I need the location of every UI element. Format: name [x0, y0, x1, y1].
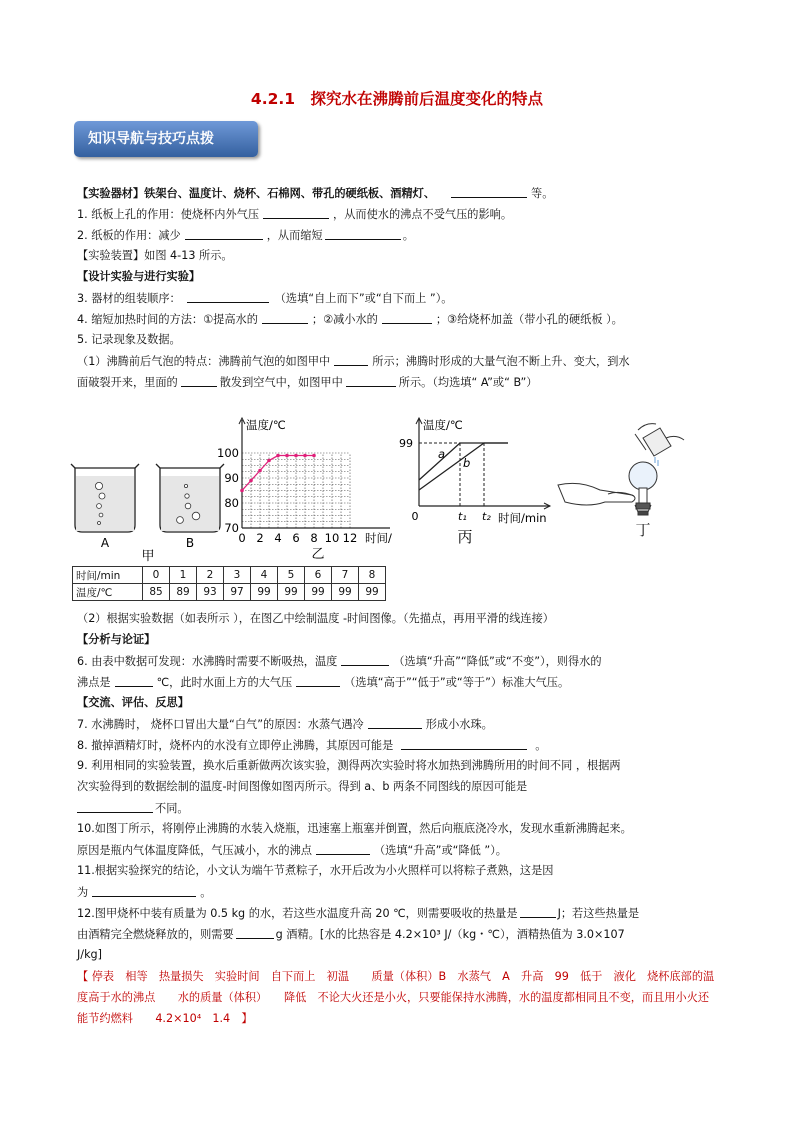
figure-jia-label: 甲 [141, 549, 155, 564]
data-point-6 [294, 454, 298, 458]
data-point-2 [258, 469, 262, 473]
line-q2: 2. 纸板的作用：减少 ，从而缩短 。 [77, 229, 414, 242]
beaker-a-label: A [100, 536, 110, 550]
pouring-beaker [643, 428, 671, 456]
table-header-temp: 温度/℃ [73, 584, 143, 601]
cell-time-4: 4 [251, 567, 278, 584]
cell-temp-4: 99 [251, 584, 278, 601]
cell-temp-8: 99 [359, 584, 386, 601]
cell-time-2: 2 [197, 567, 224, 584]
x-tick-8: 8 [310, 531, 318, 545]
figure-ding-label: 丁 [635, 521, 651, 539]
label-t1: t₁ [458, 510, 467, 523]
table-row-temp [73, 584, 386, 601]
line-q7: 7. 水沸腾时， 烧杯口冒出大量“白气”的原因：水蒸气遇冷 形成小水珠。 [77, 718, 493, 731]
beaker-b-label: B [185, 536, 195, 550]
line-q10: 10.如图丁所示，将刚停止沸腾的水装入烧瓶，迅速塞上瓶塞并倒置，然后向瓶底浇冷水，发现水重新沸腾起来。 [77, 822, 632, 835]
y-tick-90: 90 [224, 471, 239, 485]
figure-bing [399, 418, 550, 546]
line-review-heading: 【交流、评估、反思】 [77, 696, 189, 709]
data-point-1 [249, 479, 253, 483]
section-banner: 知识导航与技巧点拨 [74, 121, 258, 157]
cell-temp-6: 99 [305, 584, 332, 601]
line-q12: 12.图甲烧杯中装有质量为 0.5 kg 的水，若这些水温度升高 20 ℃，则需要吸收的热量是 J；若这些热量是 [77, 907, 640, 920]
y-axis-label: 温度/℃ [246, 418, 286, 432]
bing-99: 99 [399, 437, 413, 450]
cell-time-1: 1 [170, 567, 197, 584]
cell-time-0: 0 [143, 567, 170, 584]
x-tick-labels [238, 531, 357, 545]
line-q12b: 由酒精完全燃烧释放的，则需要 g 酒精。[水的比热容是 4.2×10³ J/（kg・℃），酒精热值为 3.0×107 [77, 928, 625, 941]
table-row-time [73, 567, 386, 584]
data-table [72, 566, 386, 601]
line-q4: 4. 缩短加热时间的方法：①提高水的 ；②减小水的 ；③给烧杯加盖（带小孔的硬纸板 ）。 [77, 313, 623, 326]
line-q11b: 为 。 [77, 886, 212, 899]
x-tick-2: 2 [256, 531, 264, 545]
cell-time-6: 6 [305, 567, 332, 584]
data-point-7 [303, 454, 307, 458]
answer-block: 【 停表 相等 热量损失 实验时间 自下而上 初温 质量（体积）B 水蒸气 A 升高 99 低于 液化 烧杯底部的温度高于水的沸点 水的质量（体积） 降低 不论大火还是小火，只要能保持水沸腾，水的温度都相同且不变，而且用小火还能节约燃料 4.2×10⁴ 1.4 】 [77, 970, 715, 1025]
x-tick-12: 12 [342, 531, 358, 545]
line-q9c: 不同。 [77, 801, 717, 816]
line-q5-2: （2）根据实验数据（如表所示 ），在图乙中绘制温度 -时间图像。（先描点，再用平滑的线连接） [77, 612, 554, 625]
data-point-8 [312, 454, 316, 458]
cell-temp-2: 93 [197, 584, 224, 601]
line-q8: 8. 撤掉酒精灯时，烧杯内的水没有立即停止沸腾，其原因可能是 。 [77, 739, 547, 752]
page-title: 4.2.1 探究水在沸腾前后温度变化的特点 [250, 90, 544, 108]
x-tick-0: 0 [238, 531, 246, 545]
chart-grid [242, 453, 350, 528]
line-q11: 11.根据实验探究的结论，小文认为端午节煮粽子，水开后改为小火照样可以将粽子煮熟，这是因 [77, 864, 554, 877]
table-header-time: 时间/min [73, 567, 143, 584]
line-apparatus: 【实验装置】如图 4-13 所示。 [77, 249, 233, 262]
cell-temp-1: 89 [170, 584, 197, 601]
line-q3: 3. 器材的组装顺序： （选填“自上而下”或“自下而上 ”）。 [77, 292, 453, 305]
line-q9: 9. 利用相同的实验装置，换水后重新做两次该实验，测得两次实验时将水加热到沸腾所用的时间不同 ，根据两 [77, 759, 621, 772]
cell-temp-5: 99 [278, 584, 305, 601]
line-q5-1: （1）沸腾前后气泡的特点：沸腾前气泡的如图甲中 所示；沸腾时形成的大量气泡不断上升、变大，到水 [77, 355, 630, 368]
y-tick-80: 80 [224, 496, 239, 510]
line-q10b: 原因是瓶内气体温度降低，气压减小，水的沸点 （选填“升高”或“降低 ”）。 [77, 844, 507, 857]
x-tick-10: 10 [324, 531, 340, 545]
bing-origin: 0 [411, 510, 419, 523]
line-q5-1b: 面破裂开来，里面的 散发到空气中，如图甲中 所示。（均选填“ A”或“ B”） [77, 376, 538, 389]
bing-x-label: 时间/min [498, 511, 547, 525]
figure-ding [558, 424, 684, 539]
line-q6: 6. 由表中数据可发现：水沸腾时需要不断吸热，温度 （选填“升高”“降低”或“不变”），则得水的 [77, 655, 602, 668]
bing-y-label: 温度/℃ [423, 418, 463, 432]
flask [629, 462, 657, 490]
line-analysis-heading: 【分析与论证】 [77, 633, 156, 646]
label-a: a [438, 447, 446, 461]
line-q9b: 次实验得到的数据绘制的温度-时间图像如图丙所示。得到 a、b 两条不同图线的原因可能是 [77, 780, 528, 793]
data-point-3 [267, 459, 271, 463]
figure-row [60, 410, 740, 565]
figure-bing-label: 丙 [457, 528, 473, 546]
y-tick-100: 100 [217, 446, 239, 460]
line-design-heading: 【设计实验与进行实验】 [77, 270, 201, 283]
cell-time-5: 5 [278, 567, 305, 584]
line-q5: 5. 记录现象及数据。 [77, 333, 181, 346]
figure-yi-label: 乙 [311, 547, 325, 562]
cell-temp-7: 99 [332, 584, 359, 601]
cell-time-3: 3 [224, 567, 251, 584]
hand-icon [558, 483, 635, 505]
y-tick-70: 70 [224, 521, 239, 535]
line-q12c: J/kg] [77, 948, 103, 961]
label-t2: t₂ [482, 510, 491, 523]
data-point-4 [276, 454, 280, 458]
data-point-5 [285, 454, 289, 458]
label-b: b [463, 456, 471, 470]
cell-temp-3: 97 [224, 584, 251, 601]
data-point-0 [240, 489, 244, 493]
line-q6b: 沸点是 ℃，此时水面上方的大气压 （选填“高于”“低于”或“等于”）标准大气压。 [77, 676, 570, 689]
cell-temp-0: 85 [143, 584, 170, 601]
cell-time-8: 8 [359, 567, 386, 584]
figure-yi-chart [217, 418, 392, 562]
cell-time-7: 7 [332, 567, 359, 584]
figure-jia [71, 464, 224, 564]
x-axis-label: 时间/ [365, 531, 392, 545]
x-tick-4: 4 [274, 531, 282, 545]
line-equipment: 【实验器材】铁架台、温度计、烧杯、石棉网、带孔的硬纸板、酒精灯、 等。 [77, 187, 554, 200]
x-tick-6: 6 [292, 531, 300, 545]
line-q1: 1. 纸板上孔的作用：使烧杯内外气压 ，从而使水的沸点不受气压的影响。 [77, 208, 513, 221]
